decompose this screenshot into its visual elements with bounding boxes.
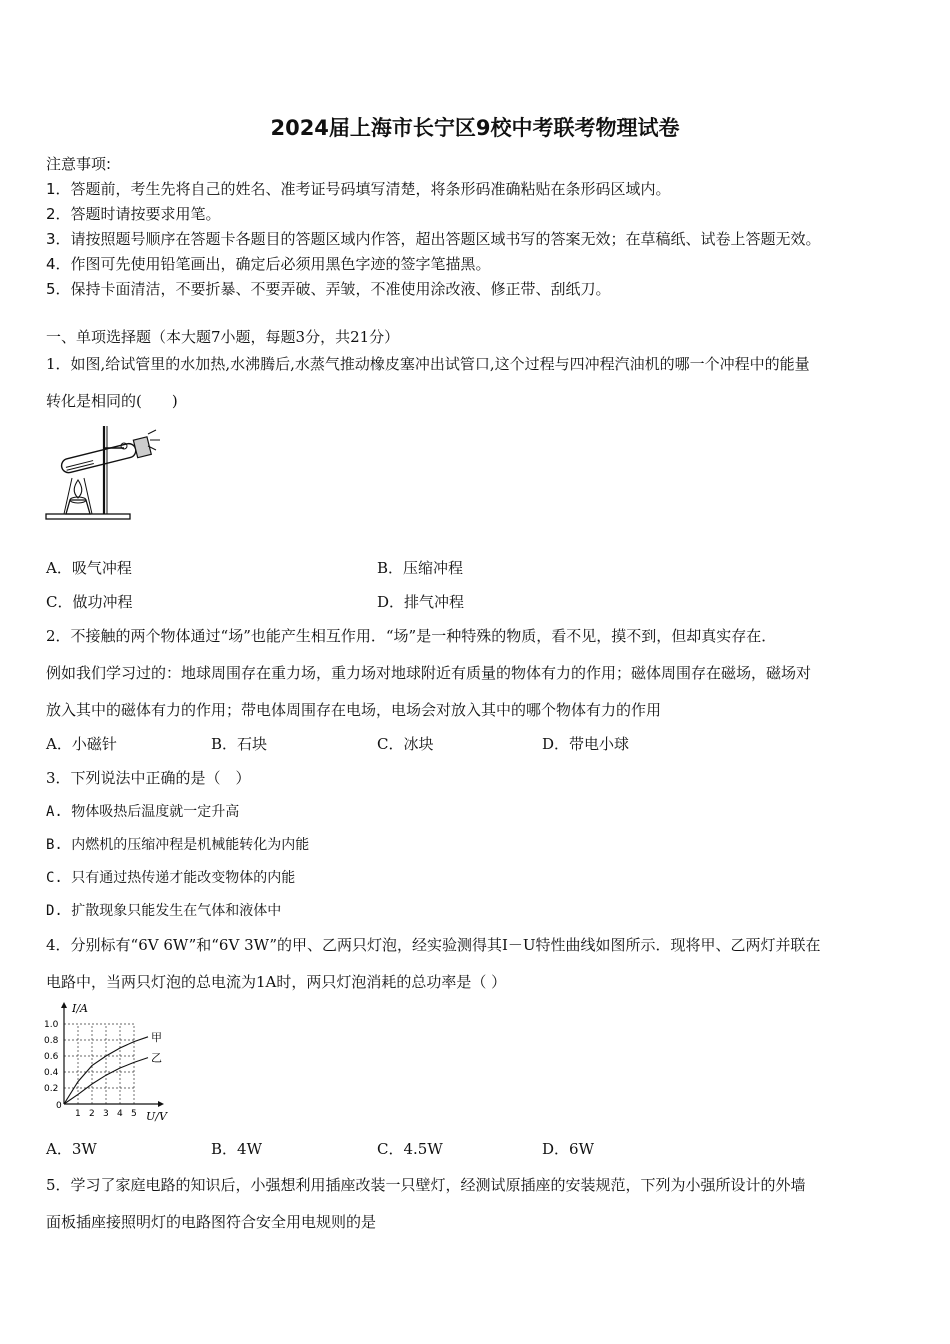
q4-option-b[interactable]: B．4W (211, 1140, 262, 1158)
test-tube-heating-figure (44, 418, 164, 524)
q3-option-a[interactable]: A. 物体吸热后温度就一定升高 (46, 804, 240, 820)
q2-option-d[interactable]: D．带电小球 (542, 735, 630, 753)
q1-option-c[interactable]: C．做功冲程 (46, 593, 133, 611)
notice-item: 2．答题时请按要求用笔。 (46, 205, 221, 223)
page-title: 2024届上海市长宁区9校中考联考物理试卷 (270, 116, 680, 140)
x-tick-label: 4 (117, 1109, 123, 1119)
notice-item: 1．答题前，考生先将自己的姓名、准考证号码填写清楚，将条形码准确粘贴在条形码区域内。 (46, 180, 671, 198)
q1-stem-line1: 1．如图,给试管里的水加热,水沸腾后,水蒸气推动橡皮塞冲出试管口,这个过程与四冲程汽油机的哪一个冲程中的能量 (46, 355, 810, 373)
q1-stem-line2: 转化是相同的( ) (46, 392, 178, 410)
q5-stem-line2: 面板插座接照明灯的电路图符合安全用电规则的是 (46, 1213, 377, 1231)
q3-stem: 3．下列说法中正确的是（ ） (46, 769, 251, 787)
y-tick-label: 0.2 (44, 1084, 59, 1094)
origin-label: 0 (56, 1101, 62, 1111)
section-heading: 一、单项选择题（本大题7小题，每题3分，共21分） (46, 328, 400, 346)
q2-stem-line1: 2．不接触的两个物体通过“场”也能产生相互作用．“场”是一种特殊的物质，看不见，摸不到，但却真实存在． (46, 627, 777, 645)
q1-option-d[interactable]: D．排气冲程 (377, 593, 465, 611)
q4-stem-line1: 4．分别标有“6V 6W”和“6V 3W”的甲、乙两只灯泡，经实验测得其I－U特性曲线如图所示．现将甲、乙两灯并联在 (46, 936, 821, 954)
q3-option-b[interactable]: B. 内燃机的压缩冲程是机械能转化为内能 (46, 837, 310, 853)
x-axis-arrow (158, 1101, 164, 1107)
q4-option-c[interactable]: C．4.5W (377, 1140, 443, 1158)
q2-stem-line3: 放入其中的磁体有力的作用；带电体周围存在电场，电场会对放入其中的哪个物体有力的作用 (46, 701, 662, 719)
y-axis-arrow (61, 1002, 67, 1008)
q2-option-a[interactable]: A．小磁针 (46, 735, 117, 753)
q3-option-d[interactable]: D. 扩散现象只能发生在气体和液体中 (46, 903, 282, 919)
q2-option-b[interactable]: B．石块 (211, 735, 268, 753)
q4-option-a[interactable]: A．3W (46, 1140, 97, 1158)
y-axis-label: I/A (72, 1002, 88, 1015)
q1-option-a[interactable]: A．吸气冲程 (46, 559, 132, 577)
series-label: 乙 (151, 1051, 162, 1065)
x-tick-label: 2 (89, 1109, 95, 1119)
y-tick-label: 1.0 (44, 1020, 59, 1030)
notice-item: 4．作图可先使用铅笔画出，确定后必须用黑色字迹的签字笔描黑。 (46, 255, 491, 273)
chart-grid (64, 1024, 134, 1104)
iu-curve-chart (40, 1000, 180, 1126)
x-axis-label: U/V (146, 1110, 167, 1123)
x-tick-label: 1 (75, 1109, 81, 1119)
series-label: 甲 (151, 1030, 162, 1044)
q2-option-c[interactable]: C．冰块 (377, 735, 434, 753)
y-tick-label: 0.4 (44, 1068, 59, 1078)
q1-option-b[interactable]: B．压缩冲程 (377, 559, 464, 577)
q4-stem-line2: 电路中，当两只灯泡的总电流为1A时，两只灯泡消耗的总功率是（ ） (46, 973, 507, 991)
x-tick-label: 3 (103, 1109, 109, 1119)
q4-option-d[interactable]: D．6W (542, 1140, 594, 1158)
q2-stem-line2: 例如我们学习过的：地球周围存在重力场，重力场对地球附近有质量的物体有力的作用；磁体周围存在磁场，磁场对 (46, 664, 812, 682)
y-tick-label: 0.8 (44, 1036, 59, 1046)
notice-heading: 注意事项: (46, 155, 112, 173)
notice-item: 3．请按照题号顺序在答题卡各题目的答题区域内作答，超出答题区域书写的答案无效；在草稿纸、试卷上答题无效。 (46, 230, 821, 248)
series-line-yi (64, 1058, 148, 1104)
q5-stem-line1: 5．学习了家庭电路的知识后，小强想利用插座改装一只壁灯，经测试原插座的安装规范，下列为小强所设计的外墙 (46, 1176, 806, 1194)
q3-option-c[interactable]: C. 只有通过热传递才能改变物体的内能 (46, 870, 296, 886)
x-tick-label: 5 (131, 1109, 137, 1119)
y-tick-label: 0.6 (44, 1052, 59, 1062)
notice-item: 5．保持卡面清洁，不要折暴、不要弄破、弄皱，不准使用涂改液、修正带、刮纸刀。 (46, 280, 611, 298)
